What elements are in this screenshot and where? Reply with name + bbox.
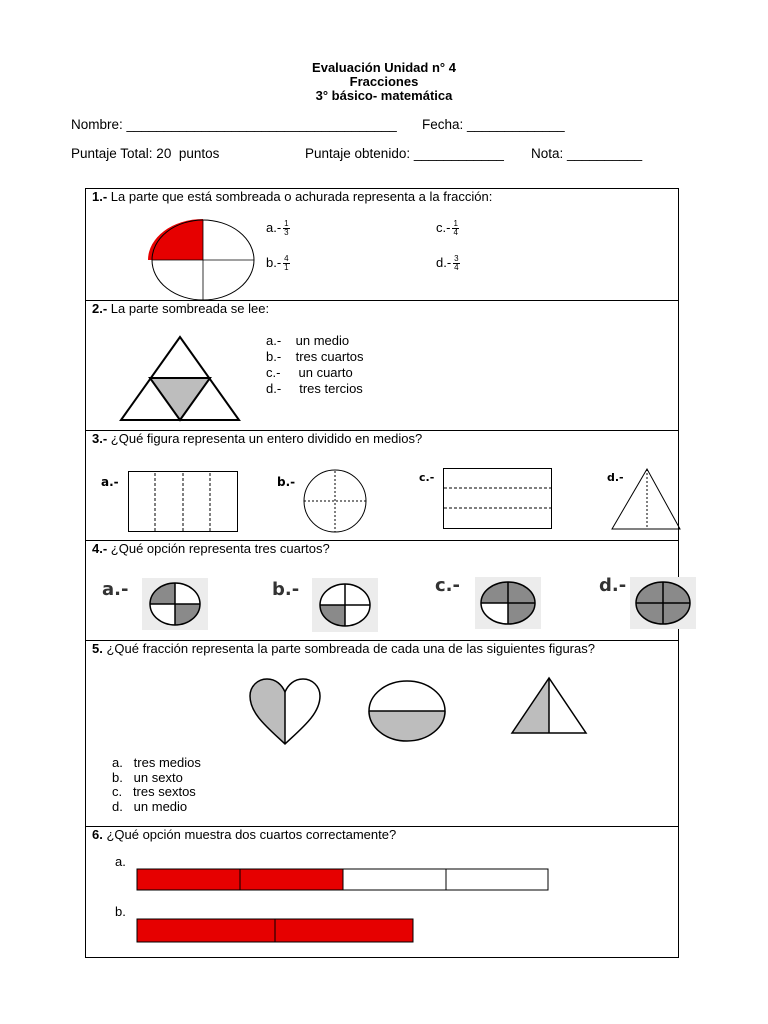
q1-circle-figure	[148, 219, 258, 301]
q1-option-d[interactable]: d.- $\frac{3}{4}$	[436, 254, 459, 273]
q6-bar-b-figure[interactable]	[136, 918, 416, 944]
q3-label-c: c.-	[419, 471, 435, 484]
question-5	[85, 640, 679, 827]
grade-field[interactable]: Nota: __________	[531, 146, 643, 161]
total-score-label: Puntaje Total: 20 puntos	[71, 146, 220, 161]
q5-option-a[interactable]: a. tres medios	[112, 755, 201, 770]
question-6	[85, 826, 679, 958]
q2-option-d[interactable]: d.- tres tercios	[266, 381, 363, 396]
q5-option-d[interactable]: d. un medio	[112, 798, 188, 814]
q4-label-b: b.-	[272, 579, 300, 600]
q5-option-b[interactable]: b. un sexto	[112, 769, 183, 785]
q5-options	[112, 756, 201, 814]
question-4	[85, 540, 679, 641]
question-2	[85, 300, 679, 431]
q5-heart-figure	[248, 678, 322, 744]
q6-label-b: b.	[115, 904, 126, 919]
q2-triangle-figure	[119, 335, 241, 421]
q4-label-a: a.-	[102, 579, 129, 600]
q3-circle-figure[interactable]	[300, 471, 370, 533]
question-1	[85, 188, 679, 301]
q1-option-a[interactable]: a.- $\frac{1}{3}$	[266, 219, 289, 238]
q3-label-a: a.-	[101, 475, 119, 489]
q4-circle-c-figure[interactable]	[475, 577, 541, 629]
q3-triangle-figure[interactable]	[612, 468, 682, 530]
course-label: 3° básico- matemática	[315, 88, 453, 103]
date-field[interactable]: Fecha: _____________	[422, 117, 565, 132]
question-2-text: 2.- La parte sombreada se lee:	[92, 301, 270, 316]
question-4-text: 4.- ¿Qué opción representa tres cuartos?	[92, 541, 330, 556]
question-3-text: 3.- ¿Qué figura representa un entero dividido en medios?	[92, 431, 423, 446]
q4-circle-d-figure[interactable]	[630, 577, 696, 629]
q1-option-b[interactable]: b.- $\frac{4}{1}$	[266, 254, 289, 273]
name-field[interactable]: Nombre: ____________________________________	[71, 117, 397, 132]
q2-option-b[interactable]: b.- tres cuartos	[266, 349, 364, 364]
question-5-text: 5. ¿Qué fracción representa la parte sombreada de cada una de las siguientes figuras?	[92, 641, 595, 656]
q5-circle-figure	[367, 681, 447, 743]
q3-label-d: d.-	[607, 471, 624, 484]
q4-label-c: c.-	[435, 575, 460, 596]
q3-label-b: b.-	[277, 475, 296, 489]
question-1-text: 1.- La parte que está sombreada o achurada representa a la fracción:	[92, 189, 493, 204]
page-subtitle: Fracciones	[349, 74, 419, 89]
q4-circle-a-figure[interactable]	[142, 578, 208, 630]
q5-triangle-figure	[511, 677, 587, 734]
q6-bar-a-figure[interactable]	[136, 868, 550, 892]
q2-option-c[interactable]: c.- un cuarto	[266, 365, 353, 380]
q4-label-d: d.-	[599, 575, 627, 596]
question-3	[85, 430, 679, 541]
q5-option-c[interactable]: c. tres sextos	[112, 784, 196, 799]
q6-label-a: a.	[115, 854, 126, 869]
question-6-text: 6. ¿Qué opción muestra dos cuartos correctamente?	[92, 827, 397, 842]
q3-rectangle-figure[interactable]	[128, 471, 238, 533]
obtained-score-field[interactable]: Puntaje obtenido: ____________	[305, 146, 504, 161]
q4-circle-b-figure[interactable]	[312, 578, 378, 632]
q1-option-c[interactable]: c.- $\frac{1}{4}$	[436, 219, 458, 238]
q2-option-a[interactable]: a.- un medio	[266, 333, 350, 348]
page-title: Evaluación Unidad n° 4	[312, 60, 456, 75]
q3-rectangle-halves-figure[interactable]	[443, 468, 553, 530]
